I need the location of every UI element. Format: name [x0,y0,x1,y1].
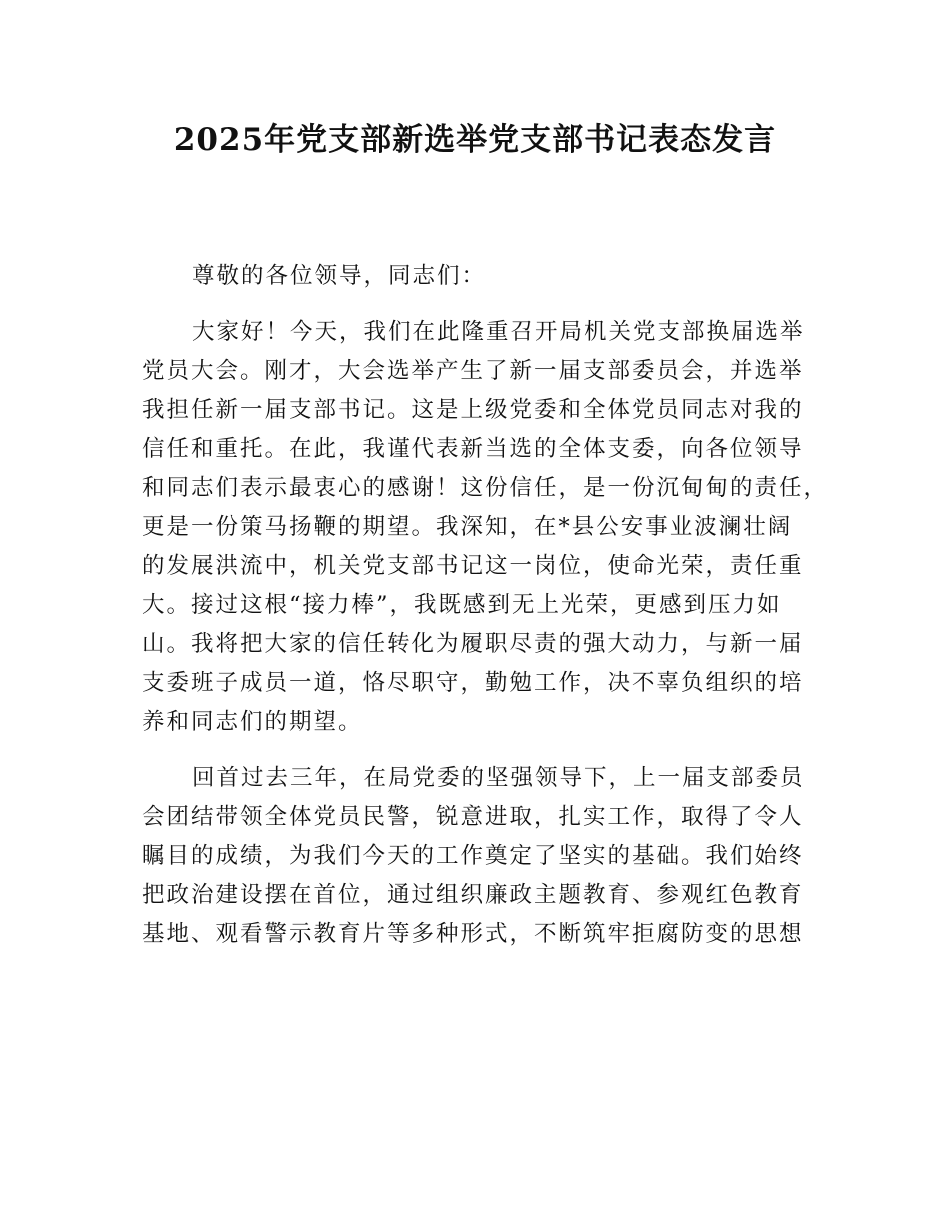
paragraph-line: 基地、观看警示教育片等多种形式，不断筑牢拒腐防变的思想 [142,921,804,947]
paragraph-line: 山。我将把大家的信任转化为履职尽责的强大动力，与新一届 [142,631,804,657]
paragraph-line: 更是一份策马扬鞭的期望。我深知，在*县公安事业波澜壮阔 [142,514,793,540]
paragraph-line: 养和同志们的期望。 [142,709,363,735]
paragraph-line: 信任和重托。在此，我谨代表新当选的全体支委，向各位领导 [142,436,804,462]
salutation-paragraph [142,257,832,296]
paragraph-1 [142,313,832,742]
paragraph-line: 回首过去三年，在局党委的坚强领导下，上一届支部委员 [192,765,805,791]
paragraph-line: 党员大会。刚才，大会选举产生了新一届支部委员会，并选举 [142,358,804,384]
paragraph-line: 把政治建设摆在首位，通过组织廉政主题教育、参观红色教育 [142,882,804,908]
paragraph-line: 和同志们表示最衷心的感谢！这份信任，是一份沉甸甸的责任， [142,475,829,501]
paragraph-line: 瞩目的成绩，为我们今天的工作奠定了坚实的基础。我们始终 [142,843,804,869]
paragraph-line: 我担任新一届支部书记。这是上级党委和全体党员同志对我的 [142,397,804,423]
paragraph-line: 的发展洪流中，机关党支部书记这一岗位，使命光荣，责任重 [142,553,804,579]
document-title: 2025年党支部新选举党支部书记表态发言 [173,122,777,158]
paragraph-line: 会团结带领全体党员民警，锐意进取，扎实工作，取得了令人 [142,804,804,830]
salutation-line: 尊敬的各位领导，同志们： [192,263,487,289]
paragraph-line: 支委班子成员一道，恪尽职守，勤勉工作，决不辜负组织的培 [142,670,804,696]
paragraph-line: 大家好！今天，我们在此隆重召开局机关党支部换届选举 [192,319,805,345]
paragraph-2 [142,759,832,954]
document-body [142,257,832,971]
paragraph-line: 大。接过这根“接力棒”，我既感到无上光荣，更感到压力如 [142,592,782,618]
